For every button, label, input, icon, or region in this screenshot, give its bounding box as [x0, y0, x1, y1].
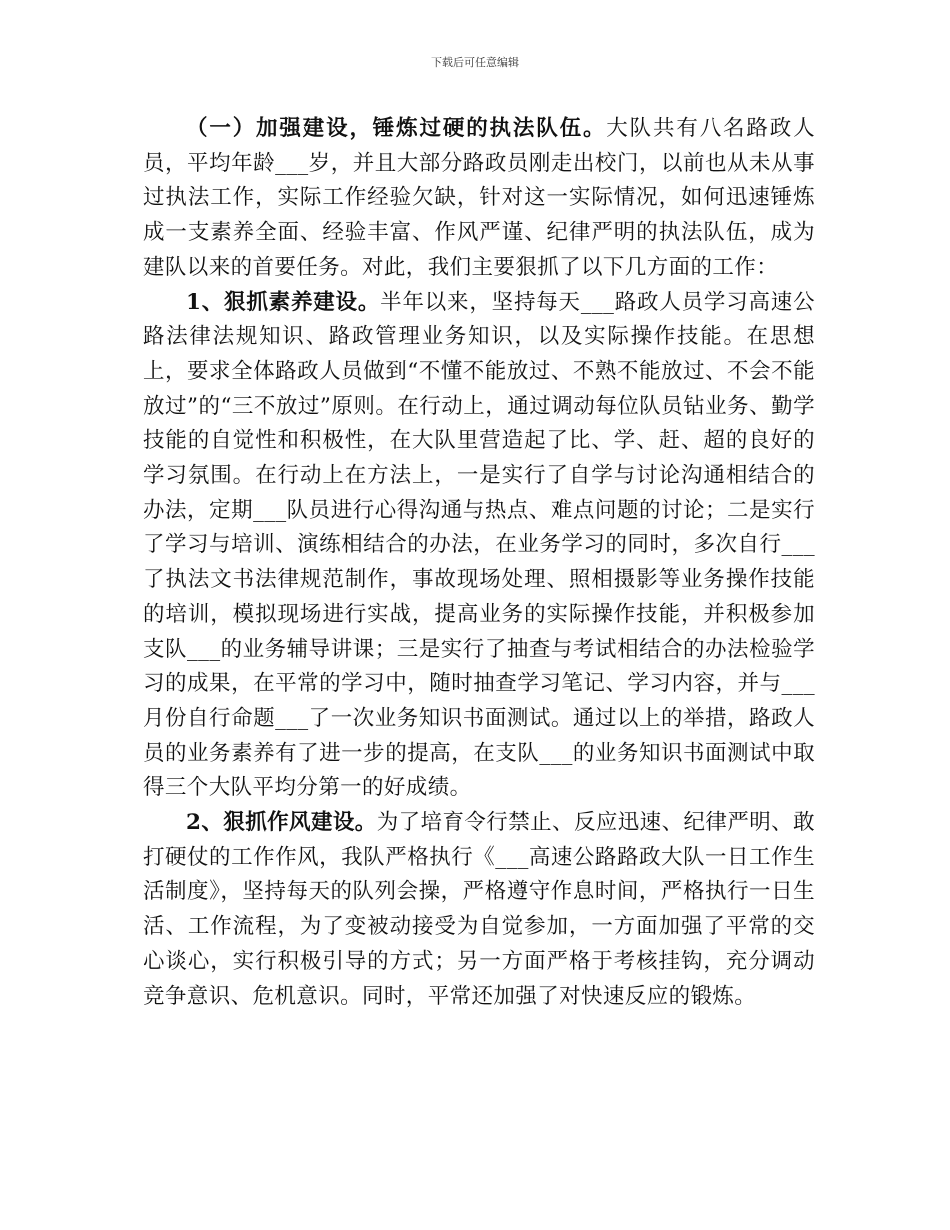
- section-heading-style-building: 2、狠抓作风建设。: [186, 810, 377, 836]
- paragraph-quality-building: [143, 286, 815, 807]
- section-heading-quality-building: 1、狠抓素养建设。: [186, 289, 381, 315]
- paragraph-text: 为了培育令行禁止、反应迅速、纪律严明、敢打硬仗的工作作风，我队严格执行《___高速公路路政大队一日工作生活制度》，坚持每天的队列会操，严格遵守作息时间，严格执行一日生活、工作流程，为了变被动接受为自觉参加，一方面加强了平常的交心谈心，实行积极引导的方式；另一方面严格于考核挂钩，充分调动竞争意识、危机意识。同时，平常还加强了对快速反应的锻炼。: [143, 810, 815, 1009]
- document-body: [143, 112, 815, 1014]
- page-header: 下载后可任意编辑: [431, 56, 519, 69]
- paragraph-style-building: [143, 806, 815, 1014]
- paragraph-text: 大队共有八名路政人员，平均年龄___岁，并且大部分路政员刚走出校门，以前也从未从事过执法工作，实际工作经验欠缺，针对这一实际情况，如何迅速锤炼成一支素养全面、经验丰富、作风严谨、纪律严明的执法队伍，成为建队以来的首要任务。对此，我们主要狠抓了以下几方面的工作：: [143, 116, 815, 280]
- paragraph-text: 半年以来，坚持每天___路政人员学习高速公路法律法规知识、路政管理业务知识，以及实际操作技能。在思想上，要求全体路政人员做到“不懂不能放过、不熟不能放过、不会不能放过”的“三不放过”原则。在行动上，通过调动每位队员钻业务、勤学技能的自觉性和积极性，在大队里营造起了比、学、赶、超的良好的学习氛围。在行动上在方法上，一是实行了自学与讨论沟通相结合的办法，定期___队员进行心得沟通与热点、难点问题的讨论；二是实行了学习与培训、演练相结合的办法，在业务学习的同时，多次自行___了执法文书法律规范制作，事故现场处理、照相摄影等业务操作技能的培训，模拟现场进行实战，提高业务的实际操作技能，并积极参加支队___的业务辅导讲课；三是实行了抽查与考试相结合的办法检验学习的成果，在平常的学习中，随时抽查学习笔记、学习内容，并与___月份自行命题___了一次业务知识书面测试。通过以上的举措，路政人员的业务素养有了进一步的提高，在支队___的业务知识书面测试中取得三个大队平均分第一的好成绩。: [143, 289, 815, 801]
- paragraph-team-building: [143, 112, 815, 286]
- section-heading-team-building: （一）加强建设，锤炼过硬的执法队伍。: [186, 116, 607, 141]
